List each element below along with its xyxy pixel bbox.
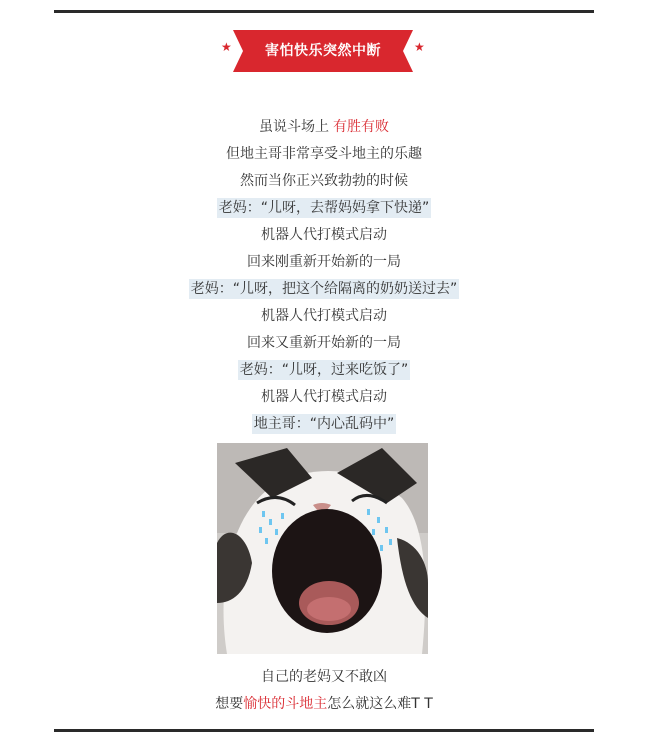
bottom-divider xyxy=(54,729,594,732)
story-line-quote xyxy=(0,276,648,303)
quote-text: 老妈：“儿呀，把这个给隔离的奶奶送过去” xyxy=(190,281,458,297)
story-line-quote xyxy=(0,357,648,384)
line-text: 回来又重新开始新的一局 xyxy=(247,335,401,351)
quote-text: 老妈：“儿呀，过来吃饭了” xyxy=(239,362,409,378)
line-text: 虽说斗场上 xyxy=(259,119,329,135)
closing-line xyxy=(0,691,648,718)
highlight-red-text: 有胜有败 xyxy=(333,119,389,135)
line-text: 想要 xyxy=(215,696,244,712)
star-icon-right: ★ xyxy=(414,40,425,54)
line-text: 机器人代打模式启动 xyxy=(261,308,387,324)
story-line xyxy=(0,303,648,330)
line-text: 但地主哥非常享受斗地主的乐趣 xyxy=(226,146,422,162)
story-line xyxy=(0,141,648,168)
story-lines xyxy=(0,114,648,438)
closing-line xyxy=(0,664,648,691)
section-title-banner xyxy=(233,30,413,72)
story-line xyxy=(0,330,648,357)
story-line xyxy=(0,249,648,276)
highlight-red-text: 愉快的斗地主 xyxy=(243,696,328,712)
quote-text: 老妈：“儿呀，去帮妈妈拿下快递” xyxy=(218,200,430,216)
story-line-quote xyxy=(0,411,648,438)
line-text: 然而当你正兴致勃勃的时候 xyxy=(240,173,408,189)
story-line-quote xyxy=(0,195,648,222)
closing-lines xyxy=(0,664,648,718)
line-text: 机器人代打模式启动 xyxy=(261,389,387,405)
line-text: 回来刚重新开始新的一局 xyxy=(247,254,401,270)
crying-cat-image xyxy=(217,443,428,654)
crying-cat-illustration xyxy=(217,443,428,654)
top-divider xyxy=(54,10,594,13)
story-line xyxy=(0,168,648,195)
line-text: 怎么就这么难T T xyxy=(327,696,433,712)
line-text: 自己的老妈又不敢凶 xyxy=(261,669,387,685)
story-line xyxy=(0,114,648,141)
section-title: 害怕快乐突然中断 xyxy=(265,43,381,59)
star-icon-left: ★ xyxy=(221,40,232,54)
story-line xyxy=(0,384,648,411)
story-line xyxy=(0,222,648,249)
quote-text: 地主哥：“内心乱码中” xyxy=(253,416,395,432)
line-text: 机器人代打模式启动 xyxy=(261,227,387,243)
